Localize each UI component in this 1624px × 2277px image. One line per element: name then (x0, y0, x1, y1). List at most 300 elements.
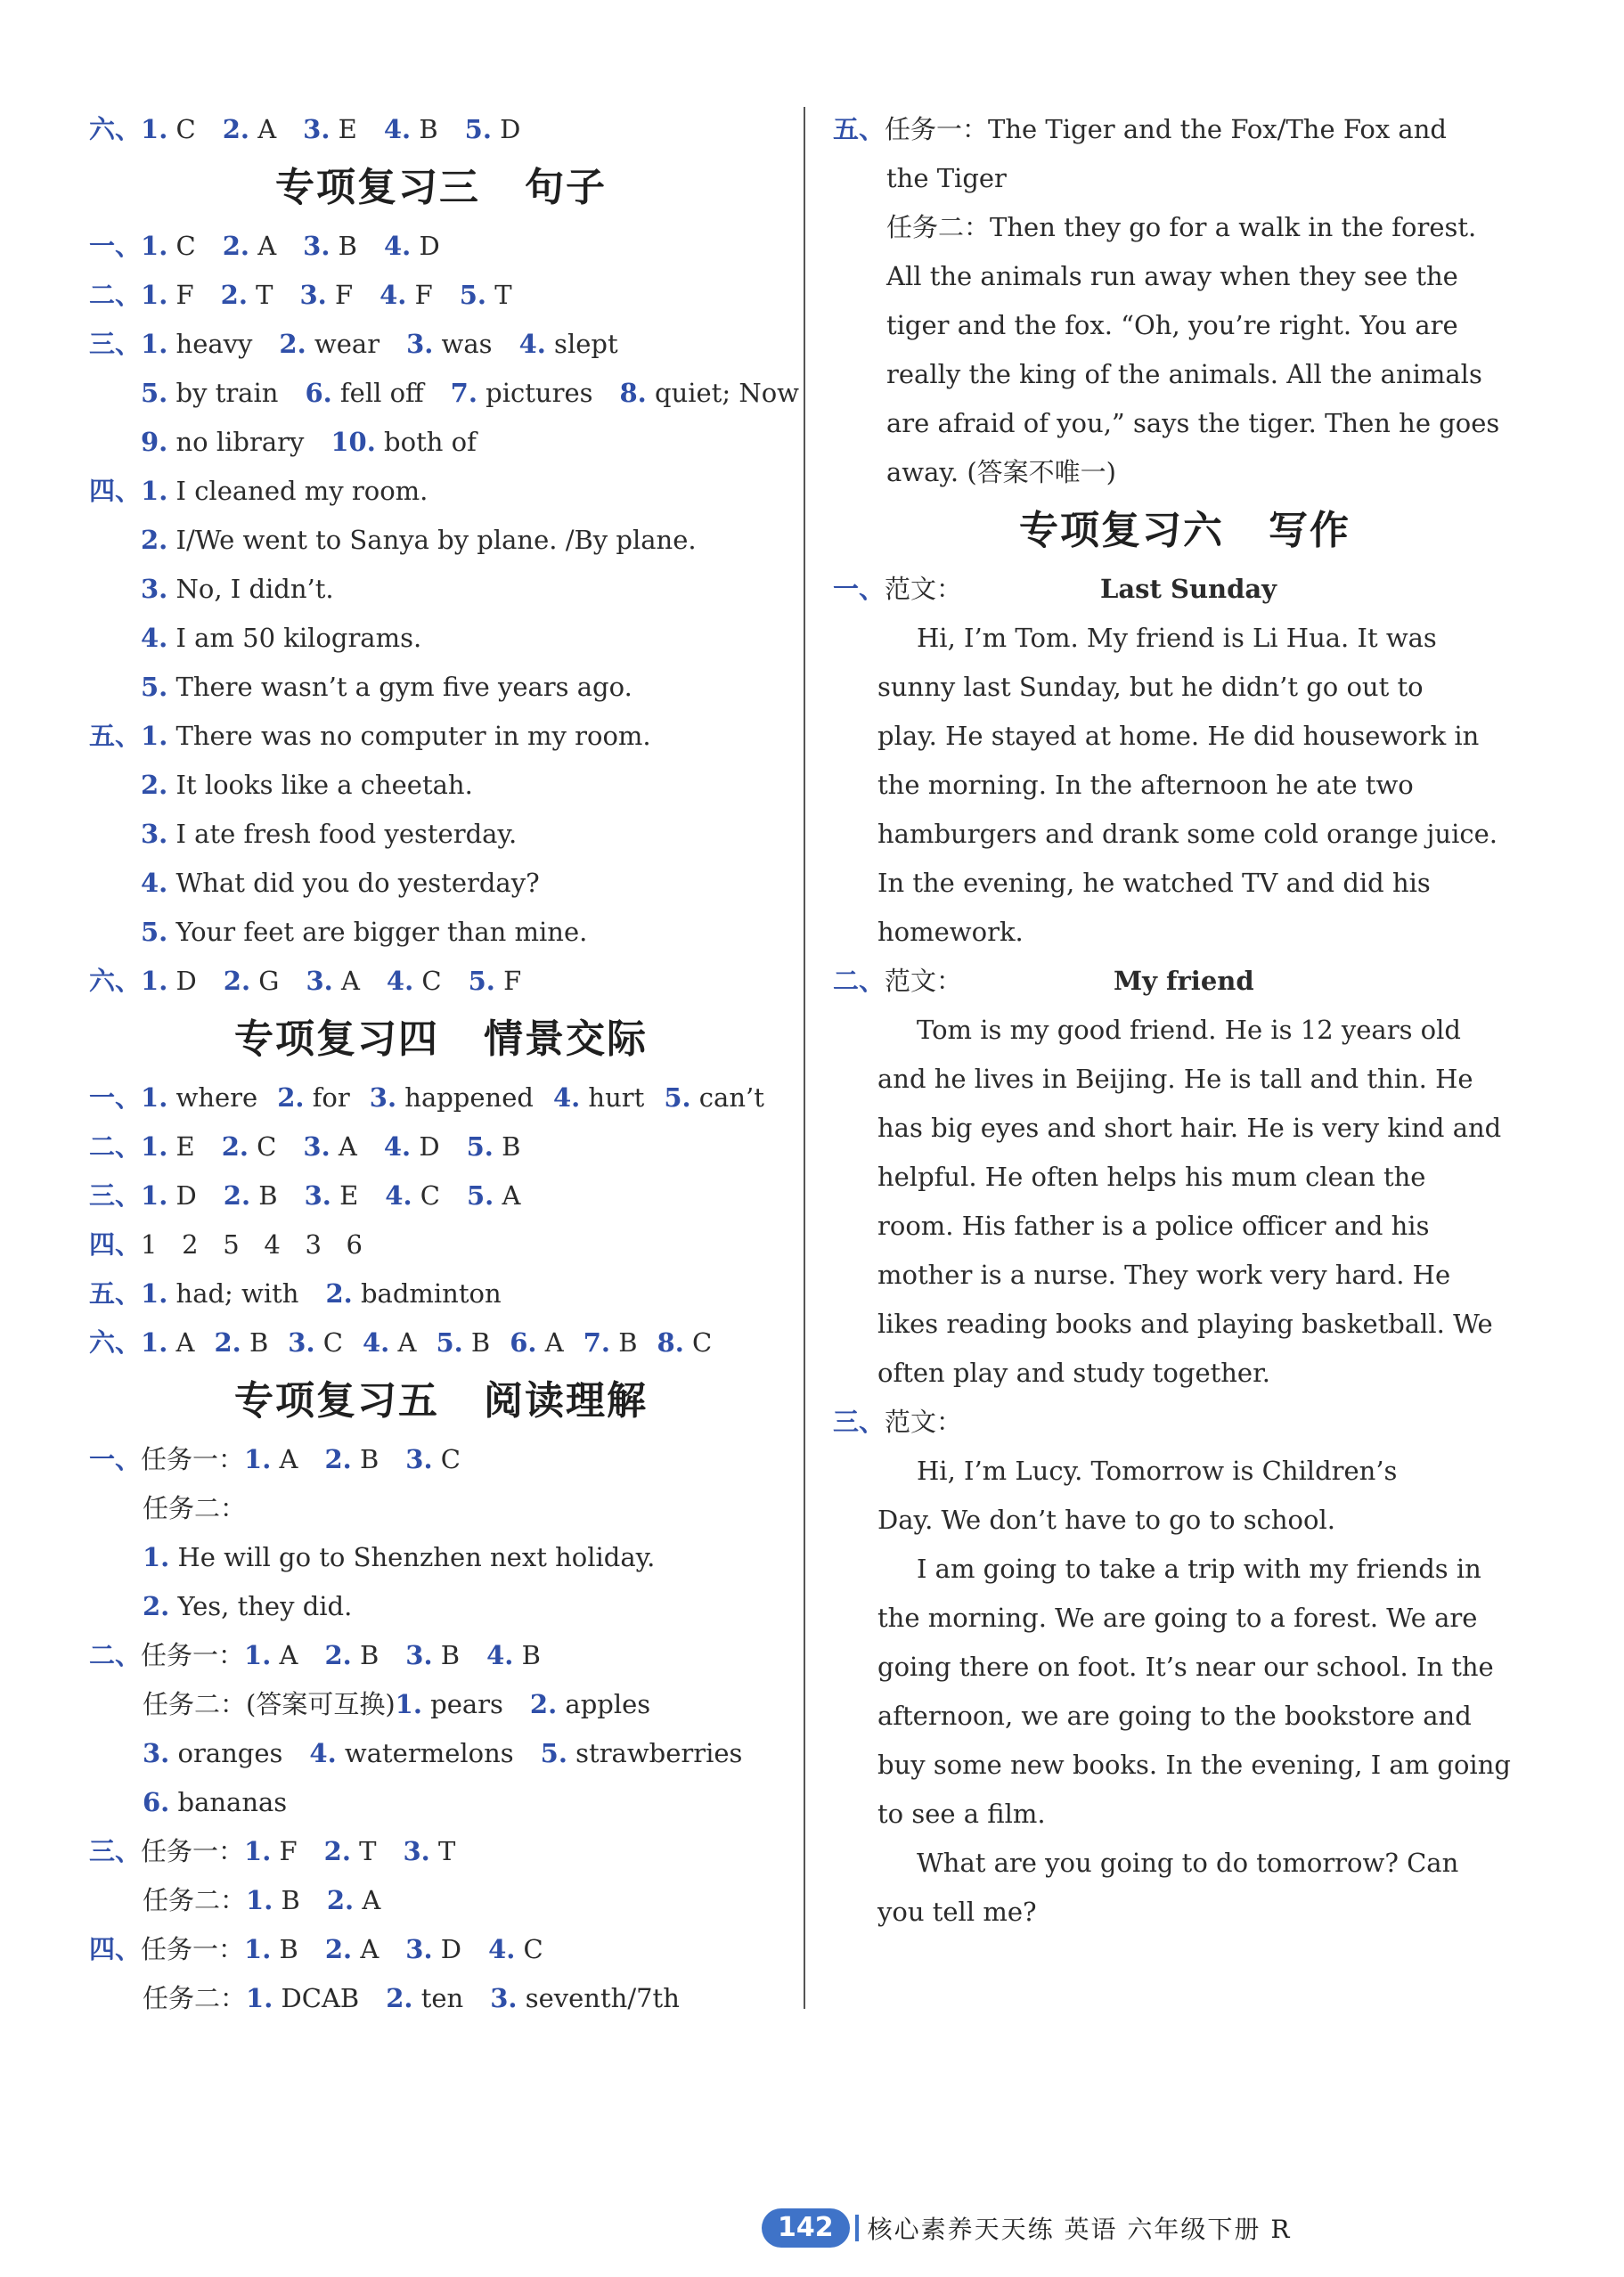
answer-item (246, 1876, 300, 1925)
text-line: afternoon, we are going to the bookstore and (877, 1701, 1472, 1731)
answer-item (583, 1318, 638, 1367)
item-answer: F (271, 1836, 298, 1866)
item-answer: B (273, 1885, 300, 1915)
answer-item (324, 1631, 379, 1680)
text-line: really the king of the animals. All the animals (886, 359, 1482, 389)
answer-row: 四、1 2 5 4 3 6 (89, 1229, 363, 1260)
answer-item (214, 1318, 268, 1367)
answer-item (324, 1435, 379, 1484)
text-line: In the evening, he watched TV and did his (877, 868, 1431, 898)
answer-item (460, 271, 512, 320)
text-line: and he lives in Beijing. He is tall and thin. He (877, 1064, 1473, 1094)
text-line: likes reading books and playing basketball. We (877, 1309, 1493, 1339)
item-number: 1. (395, 1689, 422, 1719)
answer-item (141, 663, 632, 712)
answer-row (89, 908, 793, 957)
item-answer: was (433, 329, 493, 359)
item-number: 5. (466, 1180, 494, 1211)
answer-row: 二、1. E 2. C 3. A 4. D 5. B (89, 1122, 793, 1171)
text-line: I am going to take a trip with my friends in (917, 1554, 1481, 1584)
item-answer: C (412, 1180, 440, 1211)
answer-item (325, 1269, 501, 1318)
item-number: 5. (540, 1738, 567, 1768)
item-number: 1. (141, 280, 168, 310)
item-number: 6. (305, 378, 332, 408)
answer-item (327, 1876, 380, 1925)
item-number: 5. (464, 114, 492, 144)
text-line: to see a film. (877, 1799, 1046, 1829)
item-number: 2. (222, 231, 249, 261)
item-number: 5. (141, 378, 168, 408)
answer-item (467, 1122, 521, 1171)
item-answer: B (493, 1131, 521, 1162)
item-answer: apples (557, 1689, 651, 1719)
answer-item (657, 1318, 713, 1367)
answer-item (299, 271, 353, 320)
item-number: 1. (141, 1327, 168, 1358)
item-answer: badminton (352, 1278, 502, 1309)
essay-header: 一、范文： Last Sunday (833, 565, 1537, 614)
essay-header: 二、范文： My friend (833, 957, 1537, 1006)
item-number: 2. (143, 1591, 170, 1621)
item-answer: D (167, 966, 197, 996)
item-number: 5. (141, 672, 168, 702)
column-divider (804, 107, 805, 2009)
answer-item (141, 418, 304, 467)
item-number: 8. (657, 1327, 684, 1358)
answer-item (467, 1171, 520, 1220)
item-number: 1. (141, 1278, 168, 1309)
item-answer: fell off (331, 378, 424, 408)
answer-item (141, 1318, 194, 1367)
answer-item (384, 1122, 440, 1171)
item-number: 7. (450, 378, 477, 408)
item-answer: Yes, they did. (169, 1591, 353, 1621)
item-number: 1. (141, 1131, 168, 1162)
item-answer: pictures (477, 378, 593, 408)
answer-item (279, 320, 379, 369)
item-number: 3. (299, 280, 327, 310)
item-answer: What did you do yesterday? (167, 868, 540, 898)
item-answer: I/We went to Sanya by plane. /By plane. (167, 525, 697, 555)
answer-row (89, 105, 793, 154)
item-number: 3. (403, 1836, 430, 1866)
item-answer: C (167, 114, 196, 144)
item-number: 7. (583, 1327, 610, 1358)
item-answer: F (406, 280, 433, 310)
answer-item (143, 1582, 352, 1631)
item-answer: Your feet are bigger than mine. (167, 917, 588, 947)
item-number: 2. (220, 280, 248, 310)
answer-item (530, 1680, 650, 1729)
item-answer: B (513, 1640, 541, 1670)
item-answer: B (609, 1327, 638, 1358)
item-answer: by train (167, 378, 279, 408)
item-answer: bananas (169, 1787, 288, 1817)
answer-item (385, 1171, 440, 1220)
answer-item (141, 957, 197, 1006)
item-number: 2. (277, 1082, 305, 1113)
item-number: 1. (141, 329, 168, 359)
item-number: 2. (324, 1640, 352, 1670)
item-number: 3. (369, 1082, 397, 1113)
item-number: 2. (326, 1885, 355, 1915)
section-heading: 专项复习四 情景交际 (234, 1016, 648, 1062)
answer-item (244, 1827, 298, 1876)
item-number: 5. (436, 1327, 463, 1358)
answer-item (222, 1122, 277, 1171)
item-answer: A (249, 231, 277, 261)
answer-item (303, 1122, 356, 1171)
answer-row: 一、任务一：1. A 2. B 3. C (89, 1435, 793, 1484)
item-answer: F (494, 966, 522, 996)
item-answer: B (250, 1180, 278, 1211)
text-line: All the animals run away when they see the (886, 261, 1458, 291)
answer-row: 任务二：1. DCAB 2. ten 3. seventh/7th (89, 1974, 793, 2023)
answer-row: 三、1. heavy 2. wear 3. was 4. slept (89, 320, 793, 369)
answer-item (490, 1974, 680, 2023)
item-number: 2. (214, 1327, 241, 1358)
item-answer: heavy (167, 329, 253, 359)
item-number: 3. (405, 1444, 433, 1474)
item-number: 2. (221, 1131, 249, 1162)
item-answer: I ate fresh food yesterday. (167, 819, 518, 849)
answer-item (141, 761, 473, 810)
item-number: 3. (141, 819, 168, 849)
item-number: 1. (141, 231, 168, 261)
item-answer: F (326, 280, 354, 310)
answer-item (141, 320, 252, 369)
item-answer: slept (545, 329, 618, 359)
item-number: 3. (303, 1131, 331, 1162)
item-answer: B (351, 1640, 379, 1670)
item-number: 6. (510, 1327, 537, 1358)
answer-item (141, 369, 278, 418)
item-answer: T (350, 1836, 377, 1866)
item-number: 4. (552, 1082, 581, 1113)
answer-item (141, 1171, 197, 1220)
answer-row: 四、任务一：1. B 2. A 3. D 4. C (89, 1925, 793, 1974)
item-answer: can’t (690, 1082, 764, 1113)
text-line: hamburgers and drank some cold orange juice. (877, 819, 1498, 849)
answer-item (224, 957, 280, 1006)
answer-item (451, 369, 593, 418)
item-number: 4. (386, 966, 414, 996)
item-number: 1. (141, 1180, 168, 1211)
item-answer: both of (375, 427, 477, 457)
item-answer: D (491, 114, 521, 144)
item-number: 3. (303, 231, 331, 261)
item-answer: C (167, 231, 196, 261)
item-answer: B (432, 1640, 461, 1670)
item-number: 1. (244, 1444, 272, 1474)
item-answer: A (330, 1131, 357, 1162)
item-answer: A (249, 114, 277, 144)
section-mark: 六、 (89, 114, 142, 144)
item-answer: He will go to Shenzhen next holiday. (169, 1542, 656, 1572)
item-number: 2. (222, 114, 249, 144)
answer-item (405, 1925, 461, 1974)
section-heading: 专项复习六 写作 (1019, 508, 1351, 553)
answer-row: 一、1. where 2. for 3. happened 4. hurt 5. can’t (89, 1073, 793, 1122)
answer-row: 任务二：(答案可互换)1. pears 2. apples (89, 1680, 793, 1729)
answer-item (141, 222, 196, 271)
essay-body (833, 614, 1537, 957)
answer-item (620, 369, 799, 418)
page-footer (762, 2208, 1291, 2248)
item-answer: E (167, 1131, 195, 1162)
item-number: 2. (323, 1836, 351, 1866)
item-number: 4. (383, 114, 412, 144)
item-number: 5. (466, 1131, 494, 1162)
item-answer: I cleaned my room. (167, 476, 428, 506)
answer-item (143, 1729, 282, 1778)
item-answer: where (167, 1082, 258, 1113)
item-number: 2. (324, 1934, 353, 1964)
item-answer: B (241, 1327, 269, 1358)
text-line: often play and study together. (877, 1358, 1270, 1388)
item-number: 3. (304, 1180, 331, 1211)
item-answer: There was no computer in my room. (167, 721, 651, 751)
answer-row (89, 565, 793, 614)
answer-row: the Tiger (886, 163, 1007, 193)
answer-item (386, 1974, 463, 2023)
answer-item (141, 516, 697, 565)
answer-row (89, 516, 793, 565)
item-number: 3. (405, 1934, 433, 1964)
footer-bar (855, 2215, 859, 2241)
answer-item (303, 105, 357, 154)
item-number: 3. (405, 1640, 433, 1670)
answer-item (141, 1122, 195, 1171)
answer-item (379, 271, 433, 320)
item-answer: G (250, 966, 280, 996)
text-line: Day. We don’t have to go to school. (877, 1505, 1335, 1535)
answer-item (143, 1778, 287, 1827)
answer-item (305, 1171, 359, 1220)
text-line: going there on foot. It’s near our school. In the (877, 1652, 1494, 1682)
answer-item (486, 1631, 541, 1680)
answer-item (141, 810, 517, 859)
item-answer: D (411, 231, 440, 261)
item-answer: A (167, 1327, 195, 1358)
item-number: 1. (141, 1082, 168, 1113)
answer-item (370, 1073, 534, 1122)
text-line: Hi, I’m Tom. My friend is Li Hua. It was (917, 623, 1437, 653)
item-number: 1. (141, 476, 168, 506)
item-answer: There wasn’t a gym five years ago. (167, 672, 632, 702)
answer-item (141, 271, 194, 320)
answer-item (244, 1631, 298, 1680)
item-answer: D (167, 1180, 197, 1211)
answer-item (309, 1729, 513, 1778)
item-number: 4. (309, 1738, 337, 1768)
item-answer: ten (412, 1983, 464, 2013)
answer-item (244, 1435, 298, 1484)
text-line: you tell me? (877, 1897, 1037, 1927)
answer-item (303, 222, 357, 271)
item-number: 2. (223, 966, 251, 996)
answer-item (141, 1073, 257, 1122)
answer-row (89, 859, 793, 908)
item-answer: D (411, 1131, 440, 1162)
section-heading: 专项复习五 阅读理解 (234, 1378, 648, 1424)
answer-item (141, 1269, 298, 1318)
answer-item (141, 908, 587, 957)
answer-item (436, 1318, 490, 1367)
item-answer: F (167, 280, 194, 310)
item-answer: B (351, 1444, 379, 1474)
item-answer: C (432, 1444, 461, 1474)
item-answer: watermelons (336, 1738, 514, 1768)
answer-item (141, 614, 421, 663)
essay-title: My friend (1114, 966, 1254, 996)
item-number: 4. (488, 1934, 516, 1964)
item-answer: T (247, 280, 273, 310)
text-line: are afraid of you,” says the tiger. Then he goes (886, 408, 1500, 438)
answer-item (405, 1435, 461, 1484)
answer-item (141, 467, 428, 516)
answer-item (664, 1073, 764, 1122)
item-answer: B (411, 114, 438, 144)
answer-item (404, 1827, 456, 1876)
item-number: 5. (664, 1082, 691, 1113)
item-number: 8. (619, 378, 647, 408)
item-number: 3. (406, 329, 434, 359)
answer-row: 任务二： (143, 1493, 247, 1523)
answer-item (246, 1974, 359, 2023)
item-answer: hurt (580, 1082, 645, 1113)
answer-row (89, 1729, 793, 1778)
answer-row: 三、1. D 2. B 3. E 4. C 5. A (89, 1171, 793, 1220)
item-number: 4. (141, 868, 168, 898)
item-number: 5. (468, 966, 495, 996)
answer-item (305, 369, 423, 418)
answer-item (221, 271, 273, 320)
answer-row (89, 761, 793, 810)
answer-item (465, 105, 521, 154)
answer-item (396, 1680, 503, 1729)
answer-row (89, 663, 793, 712)
item-number: 4. (518, 329, 546, 359)
item-number: 1. (244, 1836, 272, 1866)
text-line: has big eyes and short hair. He is very kind and (877, 1113, 1502, 1143)
item-answer: oranges (169, 1738, 283, 1768)
item-answer: B (462, 1327, 491, 1358)
answer-item (223, 105, 276, 154)
answer-item (141, 859, 540, 908)
item-number: 3. (303, 114, 331, 144)
item-number: 2. (141, 525, 168, 555)
answer-item (277, 1073, 350, 1122)
answer-item (384, 105, 438, 154)
answer-item (553, 1073, 644, 1122)
answer-item (288, 1318, 343, 1367)
answer-row: 五、任务一：The Tiger and the Fox/The Fox and (833, 114, 1447, 144)
item-answer: A (332, 966, 360, 996)
answer-row (89, 1582, 793, 1631)
item-answer: I am 50 kilograms. (167, 623, 422, 653)
answer-item (510, 1318, 563, 1367)
answer-item (363, 1318, 416, 1367)
essay-title: Last Sunday (1100, 574, 1277, 604)
item-answer: no library (167, 427, 305, 457)
item-answer: pears (421, 1689, 503, 1719)
item-number: 3. (306, 966, 333, 996)
item-number: 4. (385, 1180, 412, 1211)
text-line: What are you going to do tomorrow? Can (917, 1848, 1459, 1878)
item-number: 2. (324, 1444, 352, 1474)
item-answer: strawberries (567, 1738, 743, 1768)
answer-item (387, 957, 442, 1006)
item-answer: T (429, 1836, 456, 1866)
answer-item (143, 1533, 655, 1582)
text-line: helpful. He often helps his mum clean the (877, 1162, 1426, 1192)
item-answer: A (536, 1327, 564, 1358)
answer-item (325, 1925, 379, 1974)
paragraph (833, 252, 1537, 497)
item-answer: A (389, 1327, 417, 1358)
text-line: the morning. We are going to a forest. We are (877, 1603, 1478, 1633)
item-answer: A (271, 1444, 298, 1474)
text-line: Hi, I’m Lucy. Tomorrow is Children’s (917, 1456, 1398, 1486)
essay-body (833, 1545, 1537, 1839)
item-answer: for (304, 1082, 350, 1113)
answer-item (406, 320, 493, 369)
answer-row: 四、1. I cleaned my room. (89, 467, 793, 516)
item-answer: A (352, 1934, 379, 1964)
item-number: 3. (288, 1327, 315, 1358)
item-number: 3. (490, 1983, 518, 2013)
answer-row: 任务二：1. B 2. A (89, 1876, 793, 1925)
answer-item (306, 957, 359, 1006)
item-number: 4. (379, 280, 407, 310)
item-answer: C (314, 1327, 343, 1358)
item-answer: D (432, 1934, 462, 1964)
item-number: 4. (383, 231, 412, 261)
item-answer: C (413, 966, 442, 996)
item-number: 5. (141, 917, 168, 947)
item-number: 1. (246, 1885, 273, 1915)
answer-row: 二、1. F 2. T 3. F 4. F 5. T (89, 271, 793, 320)
answer-item (141, 105, 196, 154)
item-answer: T (486, 280, 512, 310)
item-number: 2. (223, 1180, 251, 1211)
item-number: 3. (143, 1738, 170, 1768)
item-number: 1. (141, 114, 168, 144)
answer-item (488, 1925, 543, 1974)
right-column (833, 105, 1537, 1937)
answer-item (244, 1925, 298, 1974)
item-answer: It looks like a cheetah. (167, 770, 473, 800)
item-number: 10. (331, 427, 376, 457)
item-answer: E (331, 1180, 359, 1211)
answer-row (89, 614, 793, 663)
item-answer: quiet; Now (646, 378, 799, 408)
answer-row: 二、任务一：1. A 2. B 3. B 4. B (89, 1631, 793, 1680)
answer-item (141, 712, 651, 761)
item-number: 1. (244, 1934, 272, 1964)
answer-item (384, 222, 440, 271)
answer-row: 五、1. had; with 2. badminton (89, 1269, 793, 1318)
answer-row: 一、1. C 2. A 3. B 4. D (89, 222, 793, 271)
answer-item (469, 957, 522, 1006)
item-answer: happened (396, 1082, 534, 1113)
answer-row: 三、任务一：1. F 2. T 3. T (89, 1827, 793, 1876)
text-line: away. (答案不唯一) (886, 457, 1116, 487)
item-answer: wear (306, 329, 380, 359)
item-number: 1. (244, 1640, 272, 1670)
